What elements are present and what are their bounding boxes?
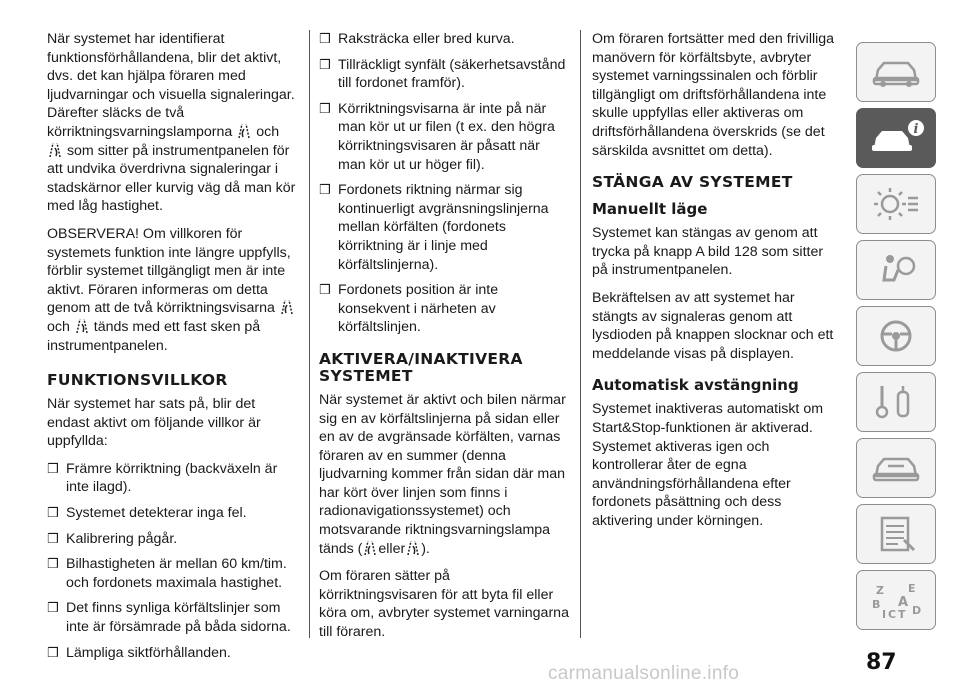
document-icon: [868, 514, 924, 554]
lane-warning-right-icon: [75, 318, 89, 334]
paragraph: Systemet inaktiveras automatiskt om Start&Stop-funktionen är aktiverad. Systemet aktiveras igen och kontrollerar åter de egna användningsförhållandena efter fordonets påsättning och dess aktivering under körningen.: [592, 401, 824, 529]
lane-warning-right-icon: [406, 540, 420, 556]
list-item-text: Bilhastigheten är mellan 60 km/tim. och fordonets maximala hastighet.: [66, 556, 287, 591]
tab-emergency[interactable]: [856, 372, 936, 432]
section-heading: FUNKTIONSVILLKOR: [47, 371, 228, 390]
list-item: [319, 30, 569, 49]
text: som sitter på instrumentpanelen för att undvika överdrivna signaleringar i stadskärnor eller kurvig väg då man kör med låg hastighet.: [47, 142, 296, 215]
paragraph: [47, 30, 297, 216]
page-number: 87: [866, 650, 897, 675]
checkbox-bullet-icon: ❒: [47, 530, 59, 546]
text: När systemet har identifierat funktionsförhållandena, blir det aktivt, dvs. det kan hjälpa föraren med ljudvarningar och visuella signaleringar. Därefter släcks de två körriktningsvarningslamporna: [47, 31, 295, 140]
tab-airbag[interactable]: [856, 240, 936, 300]
list-item: [319, 100, 569, 174]
text: eller: [378, 540, 406, 557]
list-item-text: Raksträcka eller bred kurva.: [338, 31, 515, 47]
subsection-heading: Manuellt läge: [592, 200, 708, 219]
car-service-icon: [868, 448, 924, 488]
lane-warning-left-icon: [237, 123, 251, 139]
paragraph: [319, 391, 569, 558]
alphabet-index-icon: [868, 580, 924, 620]
column-1: [47, 30, 297, 669]
condition-list: [319, 30, 569, 337]
section-heading: STÄNGA AV SYSTEMET: [592, 173, 793, 192]
car-icon: [868, 52, 924, 92]
checkbox-bullet-icon: ❒: [47, 505, 59, 521]
checkbox-bullet-icon: ❒: [319, 182, 331, 198]
steering-wheel-icon: [868, 316, 924, 356]
list-item-text: Kalibrering pågår.: [66, 530, 178, 547]
column-3: [592, 30, 840, 539]
paragraph: När systemet har sats på, blir det endast aktivt om följande villkor är uppfyllda:: [47, 396, 261, 450]
paragraph: [47, 225, 297, 355]
lane-warning-left-icon: [280, 299, 294, 315]
text: OBSERVERA! Om villkoren för systemets funktion inte längre uppfylls, förblir systemet tillgängligt men är inte aktivt. Föraren informeras om detta genom att de två körriktningsvisarna: [47, 225, 291, 317]
chapter-tabs: [856, 42, 936, 636]
list-item-text: Fordonets position är inte konsekvent i närheten av körfältslinjen.: [338, 282, 499, 336]
index-letter: E: [908, 582, 916, 595]
list-item-text: Fordonets riktning närmar sig kontinuerligt avgränsningslinjerna mellan körfälten (fordonets körriktning är i linje med körfältslinjerna).: [338, 182, 549, 273]
checkbox-bullet-icon: ❒: [47, 460, 59, 476]
index-letter: T: [898, 608, 906, 620]
text: och: [256, 123, 280, 140]
index-letter: A: [898, 595, 909, 610]
index-letter: C: [888, 608, 897, 620]
index-letter: D: [912, 604, 922, 617]
section-heading: AKTIVERA/INAKTIVERA SYSTEMET: [319, 349, 523, 385]
paragraph: Om föraren fortsätter med den frivilliga manövern för körfältsbyte, avbryter systemet varningssinalen och förblir tillgängligt om driftsförhållandena inte skulle uppfyllas eller aktiveras om driftsförhållandena överskrids (se det särskilda avsnittet om detta).: [592, 31, 835, 159]
list-item-text: Tillräckligt synfält (säkerhetsavstånd till fordonet framför).: [338, 56, 566, 92]
checkbox-bullet-icon: ❒: [47, 644, 59, 660]
tab-service[interactable]: [856, 438, 936, 498]
column-2: [319, 30, 569, 651]
condition-list: [47, 460, 297, 662]
watermark: carmanualsonline.info: [548, 663, 740, 684]
tab-car[interactable]: [856, 42, 936, 102]
text: och: [47, 318, 70, 335]
text: När systemet är aktivt och bilen närmar sig en av körfältslinjerna på sidan eller en av de avgränsade körfälten, varnas föraren av en summer (denna ljudvarning kommer från sidan där man har kört över linjen som finns i radionavigationssystemet) och motsvarande riktningsvarningslampa tänds (: [319, 391, 566, 557]
car-info-icon: [868, 118, 924, 158]
index-letter: I: [882, 608, 887, 620]
checkbox-bullet-icon: ❒: [319, 282, 331, 298]
column-divider: [580, 30, 581, 638]
tab-car-info[interactable]: [856, 108, 936, 168]
text: tänds med ett fast sken på instrumentpanelen.: [47, 318, 261, 354]
list-item: [319, 281, 569, 337]
list-item-text: Det finns synliga körfältslinjer som inte är försämrade på båda sidorna.: [66, 600, 291, 636]
list-item-text: Körriktningsvisarna är inte på när man kör ut ur filen (t ex. den högra körriktningsvisaren är påsatt när man kör ut ur höger fil).: [338, 100, 555, 173]
key-icon: [868, 382, 924, 422]
checkbox-bullet-icon: ❒: [47, 556, 59, 572]
checkbox-bullet-icon: ❒: [319, 100, 331, 116]
list-item-text: Lämpliga siktförhållanden.: [66, 644, 231, 661]
index-letter: B: [872, 598, 881, 611]
airbag-icon: [868, 250, 924, 290]
list-item: [47, 460, 297, 497]
tab-steering-wheel[interactable]: [856, 306, 936, 366]
list-item: [47, 530, 297, 549]
list-item-text: Främre körriktning (backväxeln är inte ilagd).: [66, 460, 278, 496]
column-divider: [309, 30, 310, 638]
lane-warning-right-icon: [48, 142, 62, 158]
list-item: [47, 504, 297, 523]
checkbox-bullet-icon: ❒: [47, 600, 59, 616]
index-letter: Z: [876, 584, 884, 597]
list-item: [47, 555, 297, 592]
text: ).: [421, 540, 430, 557]
list-item: [319, 56, 569, 93]
list-item: [319, 181, 569, 274]
svg-text:i: i: [913, 122, 919, 137]
tab-technical-data[interactable]: [856, 504, 936, 564]
paragraph: Systemet kan stängas av genom att trycka på knapp A bild 128 som sitter på instrumentpanelen.: [592, 225, 824, 279]
tab-index[interactable]: [856, 570, 936, 630]
paragraph: Om föraren sätter på körriktningsvisaren för att byta fil eller köra om, avbryter systemet varningarna till föraren.: [319, 568, 569, 641]
tab-lights[interactable]: [856, 174, 936, 234]
lights-icon: [868, 184, 924, 224]
list-item: [47, 644, 297, 663]
checkbox-bullet-icon: ❒: [319, 56, 331, 72]
list-item: [47, 599, 297, 636]
lane-warning-left-icon: [363, 540, 377, 556]
list-item-text: Systemet detekterar inga fel.: [66, 505, 247, 522]
paragraph: Bekräftelsen av att systemet har stängts av signaleras genom att lysdioden på knappen slocknar och ett meddelande visas på displayen.: [592, 289, 834, 362]
checkbox-bullet-icon: ❒: [319, 31, 331, 46]
subsection-heading: Automatisk avstängning: [592, 376, 799, 395]
